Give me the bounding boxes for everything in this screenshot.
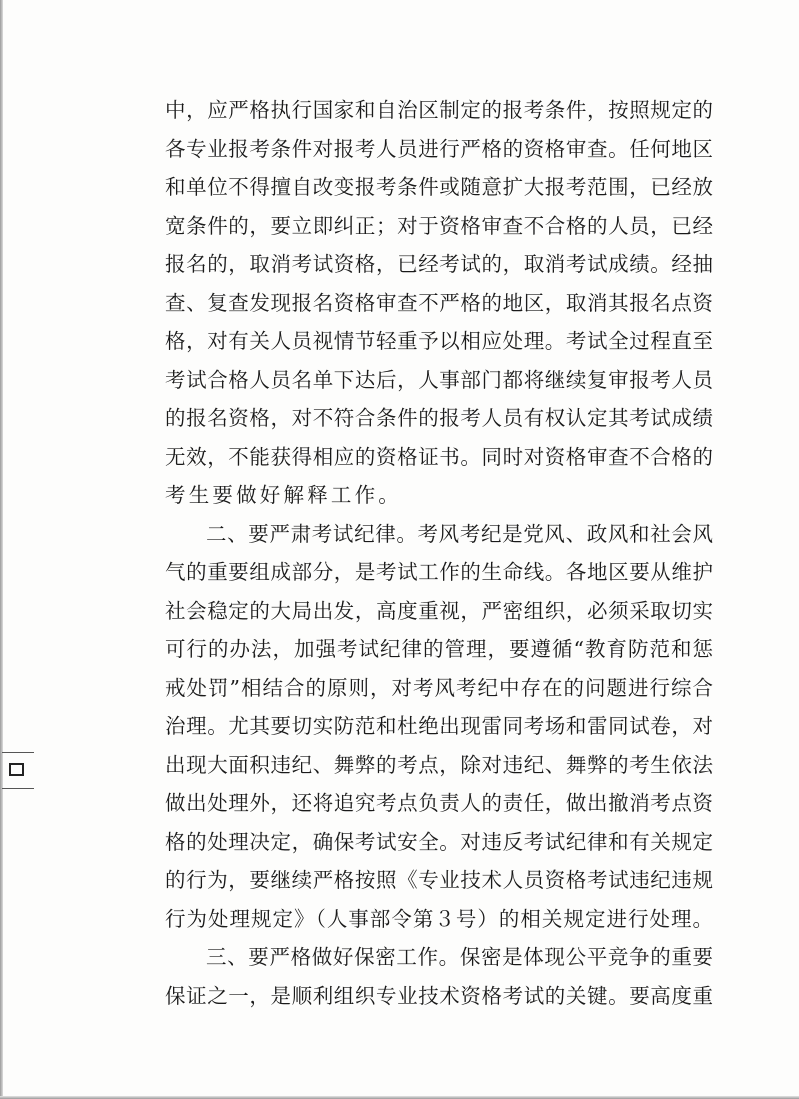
text-line: 出现大面积违纪、舞弊的考点，除对违纪、舞弊的考生依法 bbox=[165, 752, 713, 777]
text-line: 和单位不得擅自改变报考条件或随意扩大报考范围，已经放 bbox=[165, 175, 713, 199]
text-line: 格，对有关人员视情节轻重予以相应处理。考试全过程直至 bbox=[165, 329, 713, 353]
text-line: 戒处罚”相结合的原则，对考风考纪中存在的问题进行综合 bbox=[165, 675, 713, 700]
text-line: 保证之一，是顺利组织专业技术资格考试的关键。要高度重 bbox=[165, 983, 713, 1008]
text-line: 的报名资格，对不符合条件的报考人员有权认定其考试成绩 bbox=[165, 406, 713, 430]
binding-mark bbox=[0, 752, 34, 790]
text-line: 各专业报考条件对报考人员进行严格的资格审查。任何地区 bbox=[165, 136, 713, 161]
text-line: 的行为，要继续严格按照《专业技术人员资格考试违纪违规 bbox=[165, 868, 713, 892]
binding-line-bottom bbox=[2, 788, 34, 789]
binding-line-top bbox=[2, 752, 34, 753]
text-line: 做出处理外，还将追究考点负责人的责任，做出撤消考点资 bbox=[165, 791, 713, 815]
text-line: 气的重要组成部分，是考试工作的生命线。各地区要从维护 bbox=[165, 560, 713, 584]
text-line: 治理。尤其要切实防范和杜绝出现雷同考场和雷同试卷，对 bbox=[165, 714, 713, 738]
paragraph-end-line: 行为处理规定》（人事部令第３号）的相关规定进行处理。 bbox=[165, 906, 713, 931]
text-line: 可行的办法，加强考试纪律的管理，要遵循“教育防范和惩 bbox=[165, 637, 713, 661]
section-heading-line: 三、要严格做好保密工作。保密是体现公平竞争的重要 bbox=[206, 945, 713, 969]
text-line: 格的处理决定，确保考试安全。对违反考试纪律和有关规定 bbox=[165, 829, 713, 854]
document-body bbox=[165, 91, 713, 1015]
paragraph-end-line: 考生要做好解释工作。 bbox=[165, 483, 402, 507]
page-left-edge bbox=[0, 0, 3, 1099]
text-line: 无效，不能获得相应的资格证书。同时对资格审查不合格的 bbox=[165, 444, 713, 469]
text-line: 宽条件的，要立即纠正；对于资格审查不合格的人员，已经 bbox=[165, 213, 713, 238]
text-line: 中，应严格执行国家和自治区制定的报考条件，按照规定的 bbox=[165, 98, 713, 122]
text-line: 报名的，取消考试资格，已经考试的，取消考试成绩。经抽 bbox=[165, 252, 713, 276]
section-heading-line: 二、要严肃考试纪律。考风考纪是党风、政风和社会风 bbox=[206, 521, 713, 546]
text-line: 社会稳定的大局出发，高度重视，严密组织，必须采取切实 bbox=[165, 598, 713, 623]
text-line: 考试合格人员名单下达后，人事部门都将继续复审报考人员 bbox=[165, 367, 713, 392]
binding-box-icon bbox=[9, 763, 24, 776]
text-line: 查、复查发现报名资格审查不严格的地区，取消其报名点资 bbox=[165, 290, 713, 315]
